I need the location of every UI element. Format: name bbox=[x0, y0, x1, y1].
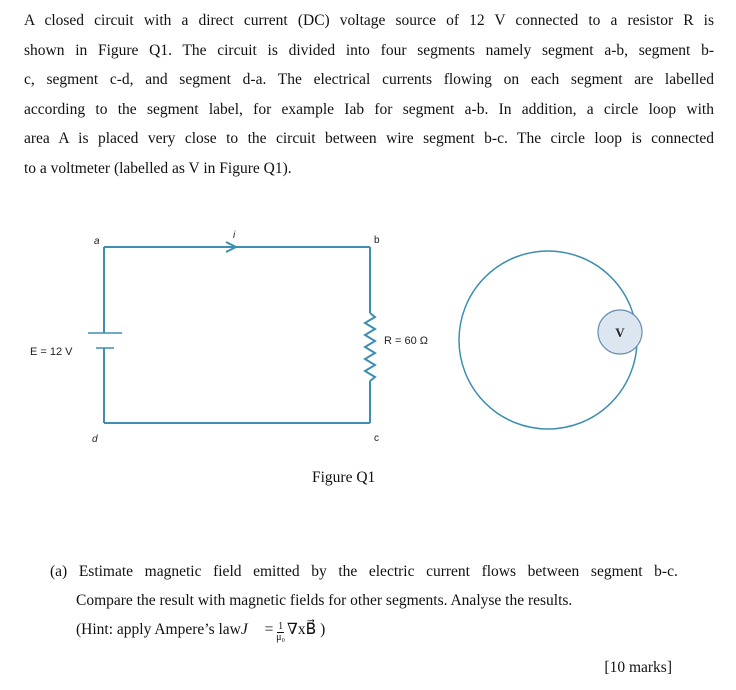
paragraph-line: c, segment c-d, and segment d-a. The electrical currents flowing on each segment are labelled bbox=[24, 71, 714, 89]
hint-rhs: ∇xB⃗ ) bbox=[287, 621, 326, 638]
question-word: Estimate bbox=[78, 563, 134, 580]
question-word: the bbox=[338, 563, 358, 580]
current-label: i bbox=[233, 230, 236, 241]
question-hint bbox=[50, 615, 678, 644]
question-word: magnetic bbox=[144, 563, 202, 580]
paragraph-line: shown in Figure Q1. The circuit is divided into four segments namely segment a-b, segment b- bbox=[24, 41, 714, 59]
question-word: segment bbox=[590, 563, 643, 580]
marks-label: [10 marks] bbox=[604, 659, 672, 676]
hint-fraction-denominator: μ₀ bbox=[276, 632, 286, 643]
hint-fraction bbox=[276, 622, 285, 643]
question-a bbox=[50, 557, 678, 644]
question-word: emitted bbox=[253, 563, 300, 580]
figure-caption: Figure Q1 bbox=[312, 469, 376, 486]
resistor-label: R = 60 Ω bbox=[384, 335, 428, 347]
paragraph-line: A closed circuit with a direct current (DC) voltage source of 12 V connected to a resistor R is bbox=[24, 12, 714, 29]
question-word: electric bbox=[368, 563, 415, 580]
question-word: by bbox=[311, 563, 327, 580]
question-word: b-c. bbox=[654, 563, 678, 580]
question-label: (a) bbox=[50, 563, 68, 580]
question-word: current bbox=[426, 563, 470, 580]
voltmeter-label: V bbox=[615, 325, 625, 340]
question-line-1 bbox=[50, 557, 678, 586]
paragraph-line: to a voltmeter (labelled as V in Figure Q1). bbox=[24, 159, 292, 177]
question-word: between bbox=[527, 563, 580, 580]
hint-lhs: J⃗ = bbox=[240, 621, 275, 638]
node-label-b: b bbox=[374, 235, 380, 246]
hint-fraction-numerator: 1 bbox=[278, 621, 284, 632]
source-label: E = 12 V bbox=[30, 346, 73, 358]
node-label-d: d bbox=[92, 434, 98, 445]
node-label-a: a bbox=[94, 236, 100, 247]
paragraph-line: area A is placed very close to the circuit between wire segment b-c. The circle loop is connected bbox=[24, 130, 714, 148]
resistor bbox=[365, 313, 375, 381]
question-word: flows bbox=[481, 563, 517, 580]
node-label-c: c bbox=[374, 433, 379, 444]
question-line-2: Compare the result with magnetic fields for other segments. Analyse the results. bbox=[76, 592, 573, 609]
paragraph-line: according to the segment label, for example Iab for segment a-b. In addition, a circle loop with bbox=[24, 100, 714, 118]
question-word: field bbox=[213, 563, 242, 580]
hint-prefix: (Hint: apply Ampere’s law bbox=[76, 621, 241, 638]
